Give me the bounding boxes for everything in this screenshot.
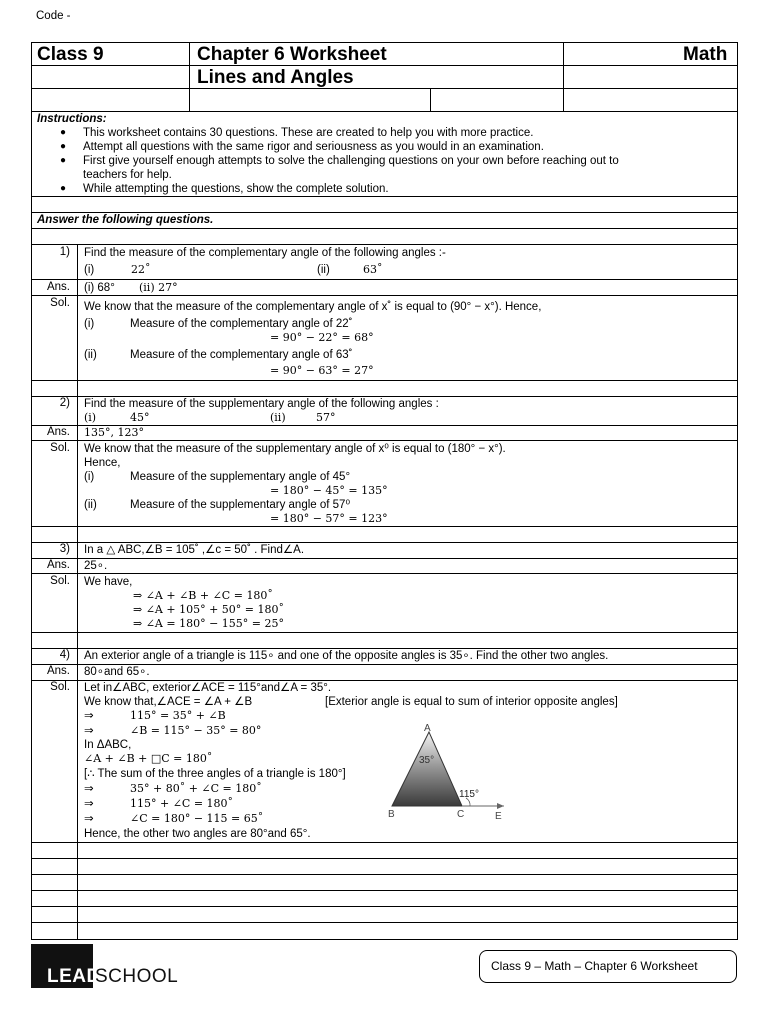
instruction-item: teachers for help.	[83, 169, 172, 181]
q4-arrow: ⇒	[84, 725, 94, 737]
logo-school-text: SCHOOL	[95, 966, 179, 987]
instructions-title: Instructions:	[37, 113, 107, 125]
q3-step3: ⇒ ∠A = 180° − 155° = 25°	[133, 617, 284, 630]
instruction-item: First give yourself enough attempts to solve the challenging questions on your own before reaching out to	[83, 155, 619, 167]
label-angle-ext: 115°	[459, 789, 479, 800]
q4-arrow: ⇒	[84, 798, 94, 810]
sol-label: Sol.	[50, 681, 70, 693]
label-b: B	[388, 809, 395, 820]
q3-step2: ⇒ ∠A + 105° + 50° = 180˚	[133, 603, 284, 616]
q2-sol-ii-text: Measure of the supplementary angle of 57⁰	[130, 499, 351, 511]
ans-label: Ans.	[46, 665, 70, 677]
label-e: E	[495, 811, 502, 822]
answer-heading: Answer the following questions.	[37, 214, 214, 226]
q2-opt-ii-label: (ii)	[270, 411, 286, 424]
subject-title: Math	[683, 44, 728, 65]
q3-step1: ⇒ ∠A + ∠B + ∠C = 180˚	[133, 589, 273, 602]
q2-opt-ii-value: 57°	[316, 411, 336, 424]
q1-opt-i-value: 22˚	[131, 263, 151, 276]
q4-sol-s11: Hence, the other two angles are 80°and 65°.	[84, 828, 311, 840]
q2-sol-i-text: Measure of the supplementary angle of 45°	[130, 471, 351, 483]
q1-sol-i-text: Measure of the complementary angle of 22˚	[130, 318, 353, 330]
q4-sol-s6: ∠A + ∠B + □C = 180˚	[84, 752, 213, 765]
q4-sol-s2-note: [Exterior angle is equal to sum of interior opposite angles]	[325, 696, 618, 708]
q4-sol-s3: 115° = 35° + ∠B	[130, 709, 226, 722]
q1-sol-ii-text: Measure of the complementary angle of 63˚	[130, 349, 353, 361]
label-c: C	[457, 809, 465, 820]
q4-question: An exterior angle of a triangle is 115∘ and one of the opposite angles is 35∘. Find the other two angles.	[84, 650, 609, 662]
instruction-item: Attempt all questions with the same rigor and seriousness as you would in an examination.	[83, 141, 544, 153]
ans-label: Ans.	[46, 426, 70, 438]
q4-sol-s10: ∠C = 180° − 115 = 65˚	[130, 812, 264, 825]
bullet-icon: ●	[60, 141, 67, 152]
q1-number: 1)	[59, 246, 70, 258]
label-a: A	[424, 723, 431, 734]
q1-opt-ii-value: 63˚	[363, 263, 383, 276]
triangle-figure	[382, 720, 512, 825]
q4-number: 4)	[59, 649, 70, 661]
q2-sol-ii-calc: = 180° − 57° = 123°	[270, 512, 388, 525]
footer-label: Class 9 – Math – Chapter 6 Worksheet	[479, 950, 737, 983]
q4-sol-s2: We know that,∠ACE = ∠A + ∠B	[84, 696, 253, 708]
q2-number: 2)	[59, 397, 70, 409]
q1-sol-line: We know that the measure of the complementary angle of x˚ is equal to (90° − x°). Hence,	[84, 301, 542, 313]
q4-sol-s9: 115° + ∠C = 180˚	[130, 797, 234, 810]
q3-question: In a △ ABC,∠B = 105˚ ,∠c = 50˚ . Find∠A.	[84, 544, 305, 556]
q2-opt-i-value: 45°	[130, 411, 150, 424]
chapter-title: Chapter 6 Worksheet	[197, 44, 387, 65]
q1-answer-ii: (ii) 27°	[139, 281, 178, 294]
q2-sol-i-label: (i)	[84, 471, 95, 483]
q4-sol-s8: 35° + 80˚ + ∠C = 180˚	[130, 782, 262, 795]
sol-label: Sol.	[50, 442, 70, 454]
class-title: Class 9	[37, 44, 104, 65]
q3-answer: 25∘.	[84, 560, 108, 572]
q2-opt-i-label: (i)	[84, 411, 97, 424]
q3-sol-line: We have,	[84, 576, 133, 588]
sol-label: Sol.	[50, 297, 70, 309]
ans-label: Ans.	[46, 281, 70, 293]
q2-sol-i-calc: = 180° − 45° = 135°	[270, 484, 388, 497]
instruction-item: While attempting the questions, show the complete solution.	[83, 183, 389, 195]
q1-sol-i-calc: = 90° − 22° = 68°	[270, 331, 374, 344]
bullet-icon: ●	[60, 155, 67, 166]
q4-sol-s4: ∠B = 115° − 35° = 80°	[130, 724, 262, 737]
q4-answer: 80∘and 65∘.	[84, 666, 150, 678]
q4-sol-s5: In ΔABC,	[84, 739, 132, 751]
q1-opt-ii-label: (ii)	[317, 264, 330, 276]
q3-number: 3)	[59, 543, 70, 555]
bullet-icon: ●	[60, 127, 67, 138]
sol-label: Sol.	[50, 575, 70, 587]
q4-arrow: ⇒	[84, 813, 94, 825]
ans-label: Ans.	[46, 559, 70, 571]
q1-sol-ii-calc: = 90° − 63° = 27°	[270, 364, 374, 377]
q4-sol-s7: [∴ The sum of the three angles of a triangle is 180°]	[84, 768, 346, 780]
instruction-item: This worksheet contains 30 questions. These are created to help you with more practice.	[83, 127, 534, 139]
bullet-icon: ●	[60, 183, 67, 194]
subtitle: Lines and Angles	[197, 67, 354, 88]
q1-question: Find the measure of the complementary angle of the following angles :-	[84, 247, 446, 259]
q2-sol-ii-label: (ii)	[84, 499, 97, 511]
q2-sol-line1: We know that the measure of the supplementary angle of x⁰ is equal to (180° − x°).	[84, 443, 506, 455]
q4-arrow: ⇒	[84, 783, 94, 795]
q1-answer-i: (i) 68°	[84, 282, 115, 294]
q4-sol-s1: Let in∠ABC, exterior∠ACE = 115°and∠A = 35°.	[84, 682, 332, 694]
q2-question: Find the measure of the supplementary angle of the following angles :	[84, 398, 439, 410]
code-label: Code -	[36, 10, 71, 22]
q1-opt-i-label: (i)	[84, 264, 95, 276]
label-angle-a: 35°	[419, 755, 435, 766]
q2-answer: 135°, 123°	[84, 426, 144, 439]
logo-lead-text: LEAD	[47, 966, 101, 987]
q1-sol-ii-label: (ii)	[84, 349, 97, 361]
q1-sol-i-label: (i)	[84, 318, 95, 330]
q2-sol-line2: Hence,	[84, 457, 121, 469]
q4-arrow: ⇒	[84, 710, 94, 722]
